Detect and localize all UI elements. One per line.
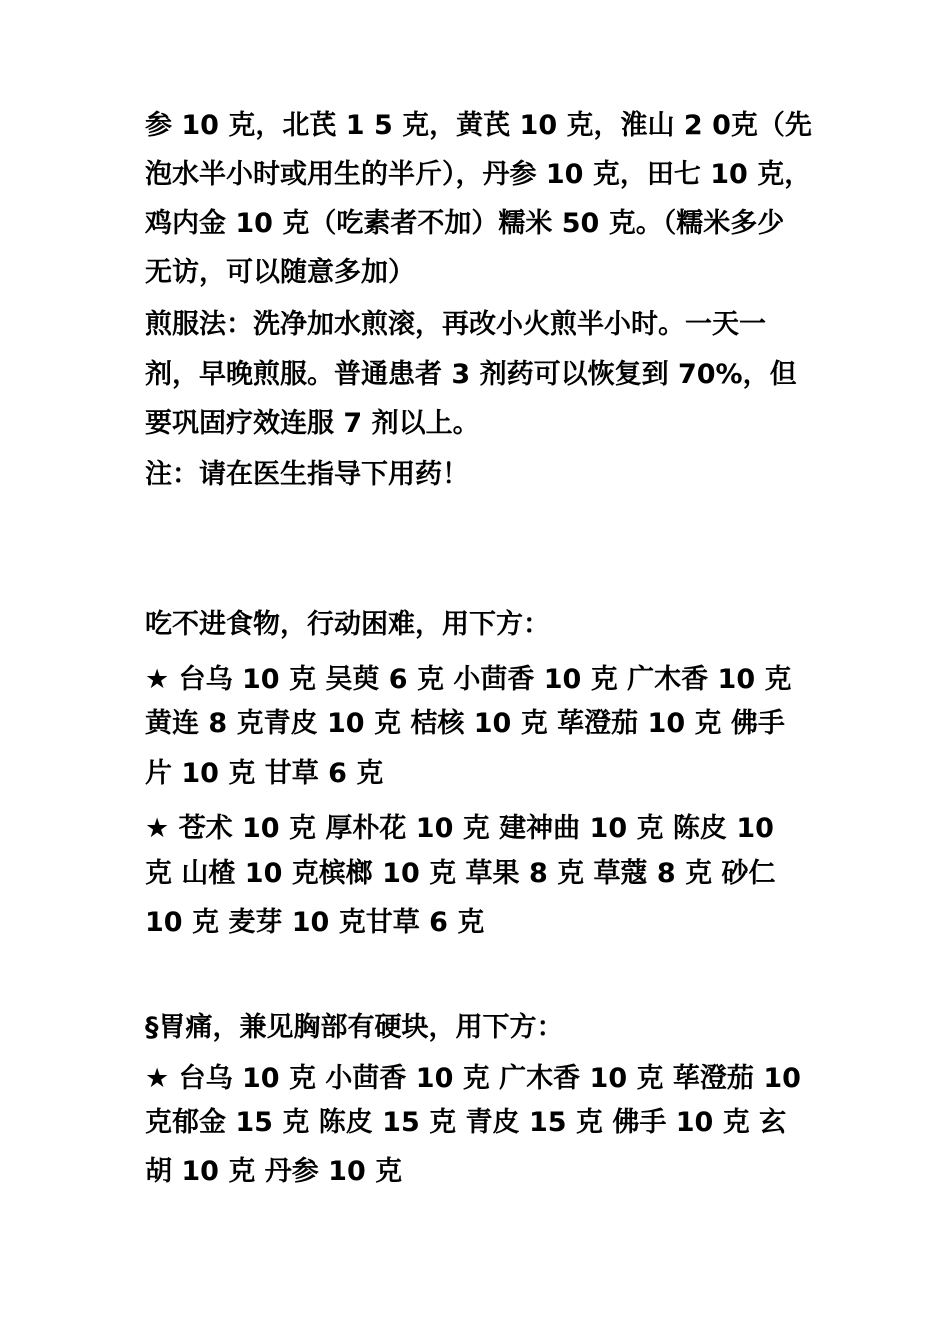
note-line: 注：请在医生指导下用药！ <box>145 459 469 490</box>
prescription-line: ★ 台乌 10 克 小茴香 10 克 广木香 10 克 荜澄茄 10 <box>145 1063 801 1094</box>
prescription-line: 黄连 8 克青皮 10 克 桔核 10 克 荜澄茄 10 克 佛手 <box>145 708 785 739</box>
text-line: 鸡内金 10 克（吃素者不加）糯米 50 克。（糯米多少 <box>145 208 785 239</box>
text-line: 参 10 克，北芪 1 5 克，黄芪 10 克，淮山 2 0克（先 <box>145 110 812 141</box>
prescription-line: 片 10 克 甘草 6 克 <box>145 758 384 789</box>
prescription-line: ★ 台乌 10 克 吴萸 6 克 小茴香 10 克 广木香 10 克 <box>145 664 792 695</box>
prescription-line: 克 山楂 10 克槟榔 10 克 草果 8 克 草蔻 8 克 砂仁 <box>145 858 776 889</box>
text-line: 煎服法：洗净加水煎滚，再改小火煎半小时。一天一 <box>145 309 766 340</box>
text-line: 要巩固疗效连服 7 剂以上。 <box>145 408 480 439</box>
prescription-line: ★ 苍术 10 克 厚朴花 10 克 建神曲 10 克 陈皮 10 <box>145 813 774 844</box>
section-heading: 吃不进食物，行动困难，用下方： <box>145 609 550 640</box>
prescription-line: 胡 10 克 丹参 10 克 <box>145 1156 403 1187</box>
text-line: 泡水半小时或用生的半斤），丹参 10 克，田七 10 克， <box>145 159 812 190</box>
prescription-line: 10 克 麦芽 10 克甘草 6 克 <box>145 907 485 938</box>
text-line: 剂，早晚煎服。普通患者 3 剂药可以恢复到 70%，但 <box>145 359 797 390</box>
text-line: 无访，可以随意多加） <box>145 257 415 288</box>
prescription-line: 克郁金 15 克 陈皮 15 克 青皮 15 克 佛手 10 克 玄 <box>145 1107 787 1138</box>
section-heading: §胃痛，兼见胸部有硬块，用下方： <box>145 1012 564 1043</box>
